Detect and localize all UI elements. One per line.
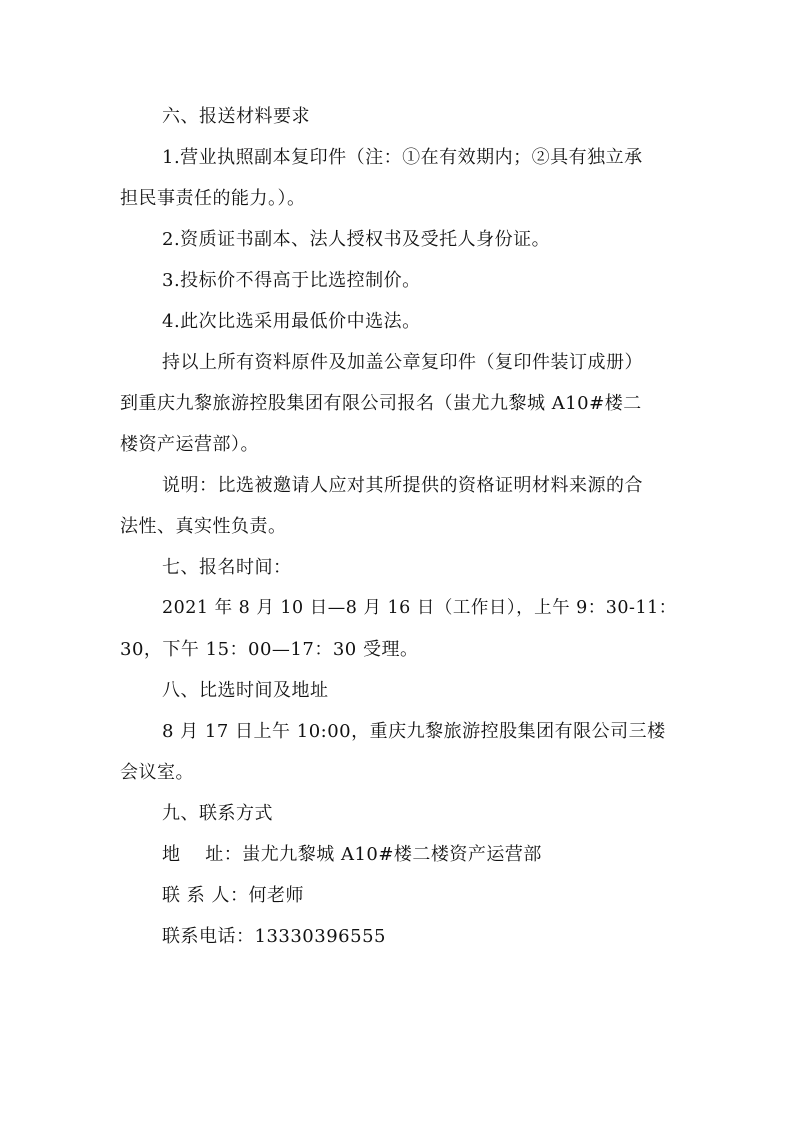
paragraph-line: 30，下午 15：00—17：30 受理。	[120, 639, 419, 660]
paragraph-line: 楼资产运营部）。	[120, 434, 259, 455]
paragraph-line: 1.营业执照副本复印件（注：①在有效期内；②具有独立承	[162, 147, 643, 168]
paragraph-line: 8 月 17 日上午 10:00，重庆九黎旅游控股集团有限公司三楼	[162, 721, 666, 742]
section-heading-8: 八、比选时间及地址	[162, 680, 329, 701]
paragraph-line: 说明：比选被邀请人应对其所提供的资格证明材料来源的合	[162, 475, 643, 496]
section-heading-6: 六、报送材料要求	[162, 106, 310, 127]
contact-person: 联 系 人：何老师	[162, 885, 304, 906]
document-body	[120, 96, 680, 957]
section-heading-7: 七、报名时间：	[162, 557, 292, 578]
paragraph-line: 3.投标价不得高于比选控制价。	[162, 270, 421, 291]
paragraph-line: 持以上所有资料原件及加盖公章复印件（复印件装订成册）	[162, 352, 643, 373]
paragraph-line: 2021 年 8 月 10 日—8 月 16 日（工作日），上午 9：30-11：	[162, 598, 677, 618]
paragraph-line: 会议室。	[120, 762, 194, 783]
contact-phone: 联系电话：13330396555	[162, 926, 386, 947]
contact-address: 地 址：蚩尤九黎城 A10#楼二楼资产运营部	[162, 844, 542, 865]
paragraph-line: 担民事责任的能力。）。	[120, 188, 306, 209]
paragraph-line: 到重庆九黎旅游控股集团有限公司报名（蚩尤九黎城 A10#楼二	[120, 393, 642, 414]
paragraph-line: 法性、真实性负责。	[120, 516, 287, 537]
paragraph-line: 2.资质证书副本、法人授权书及受托人身份证。	[162, 229, 551, 250]
paragraph-line: 4.此次比选采用最低价中选法。	[162, 311, 421, 332]
section-heading-9: 九、联系方式	[162, 803, 273, 824]
